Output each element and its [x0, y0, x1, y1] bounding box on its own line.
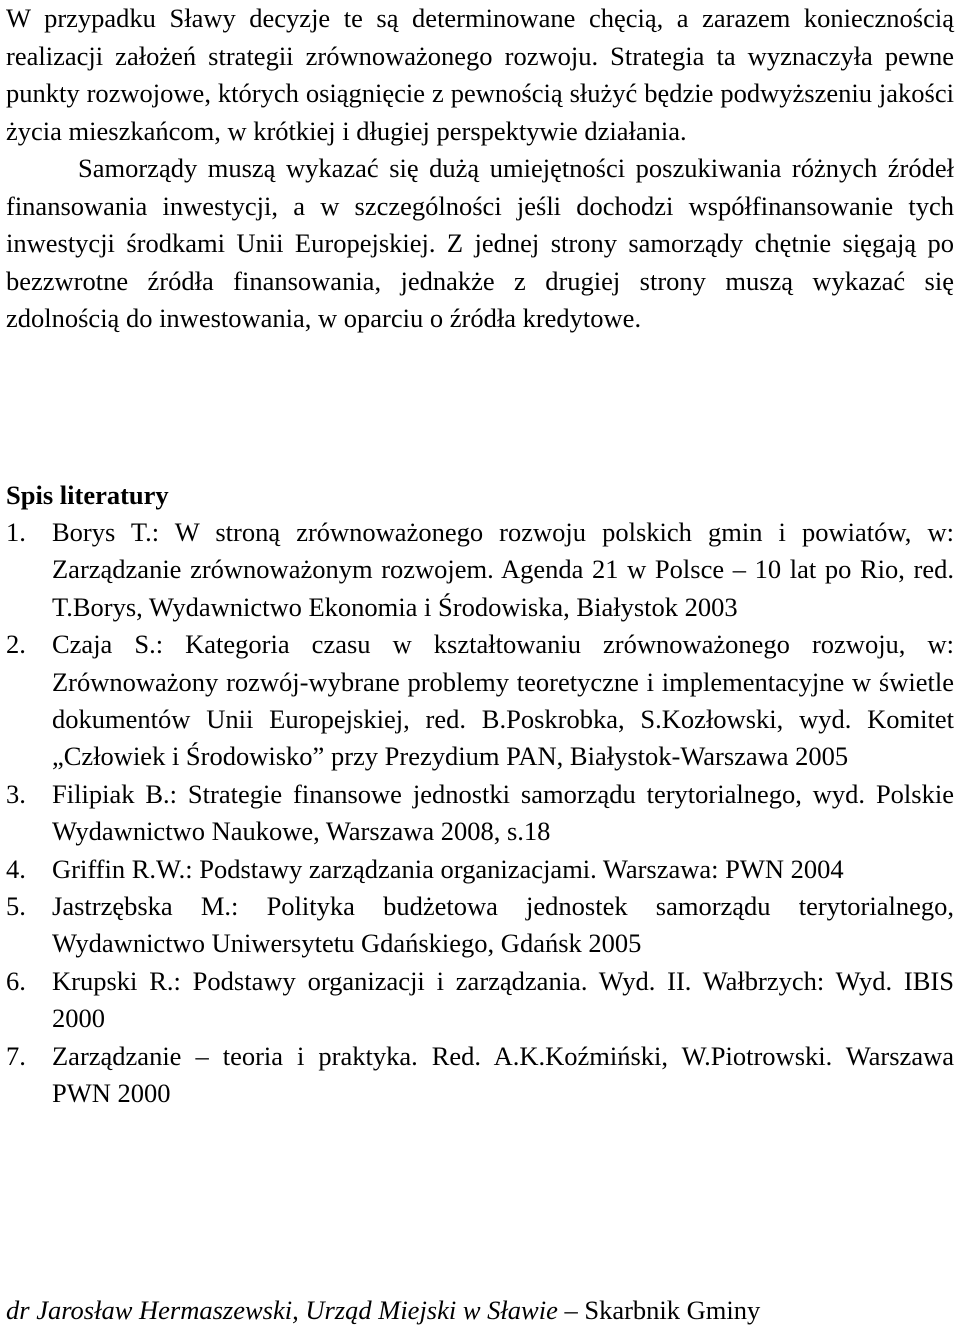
- bibliography-item: [6, 626, 954, 776]
- bibliography-item-number: 5.: [6, 891, 26, 922]
- bibliography-item: [6, 963, 954, 1038]
- author-name: dr Jarosław Hermaszewski, Urząd Miejski w Sławie: [6, 1295, 558, 1325]
- bibliography-item: [6, 776, 954, 851]
- author-separator: –: [557, 1295, 585, 1325]
- bibliography-item: [6, 851, 954, 888]
- bibliography-item-text: Krupski R.: Podstawy organizacji i zarządzania. Wyd. II. Wałbrzych: Wyd. IBIS 2000: [52, 965, 954, 1034]
- bibliography-item-number: 4.: [6, 853, 26, 884]
- bibliography-item: [6, 1038, 954, 1113]
- bibliography-item-number: 7.: [6, 1040, 26, 1071]
- bibliography-item-text: Borys T.: W stroną zrównoważonego rozwoju polskich gmin i powiatów, w: Zarządzanie zrównoważonym rozwojem. Agenda 21 w Polsce – 10 lat po Rio, red. T.Borys, Wydawnictwo Ekonomia i Środowiska, Białystok 2003: [52, 517, 954, 622]
- bibliography-heading: Spis literatury: [6, 480, 169, 510]
- bibliography-item: [6, 514, 954, 626]
- author-signature: [6, 1292, 760, 1330]
- bibliography-list: [6, 514, 954, 1113]
- document-body: [6, 0, 954, 338]
- paragraph-2: [6, 150, 954, 338]
- bibliography-item-number: 3.: [6, 778, 26, 809]
- bibliography-item-number: 1.: [6, 517, 26, 547]
- bibliography-item-text: Griffin R.W.: Podstawy zarządzania organizacjami. Warszawa: PWN 2004: [52, 853, 844, 884]
- paragraph-1: W przypadku Sławy decyzje te są determinowane chęcią, a zarazem koniecznością realizacji założeń strategii zrównoważonego rozwoju. Strategia ta wyznaczyła pewne punkty rozwojowe, których osiągnięcie z pewnością służyć będzie podwyższeniu jakości życia mieszkańcom, w krótkiej i długiej perspektywie działania.: [6, 3, 954, 146]
- bibliography-item-text: Zarządzanie – teoria i praktyka. Red. A.K.Koźmiński, W.Piotrowski. Warszawa PWN 2000: [52, 1040, 954, 1109]
- bibliography-item-number: 6.: [6, 965, 26, 996]
- paragraph-2-text: Samorządy muszą wykazać się dużą umiejętności poszukiwania różnych źródeł finansowania inwestycji, a w szczególności jeśli dochodzi współfinansowanie tych inwestycji środkami Unii Europejskiej. Z jednej strony samorządy chętnie sięgają po bezzwrotne źródła finansowania, jednakże z drugiej strony muszą wykazać się zdolnością do inwestowania, w oparciu o źródła kredytowe.: [6, 153, 954, 333]
- bibliography-item: [6, 888, 954, 963]
- bibliography-item-text: Filipiak B.: Strategie finansowe jednostki samorządu terytorialnego, wyd. Polskie Wydawnictwo Naukowe, Warszawa 2008, s.18: [52, 778, 954, 847]
- bibliography-item-text: Jastrzębska M.: Polityka budżetowa jednostek samorządu terytorialnego, Wydawnictwo Uniwersytetu Gdańskiego, Gdańsk 2005: [52, 891, 954, 959]
- author-role: Skarbnik Gminy: [584, 1295, 761, 1325]
- bibliography-item-text: Czaja S.: Kategoria czasu w kształtowaniu zrównoważonego rozwoju, w: Zrównoważony rozwój-wybrane problemy teoretyczne i implementacyjne w świetle dokumentów Unii Europejskiej, red. B.Poskrobka, S.Kozłowski, wyd. Komitet „Człowiek i Środowisko” przy Prezydium PAN, Białystok-Warszawa 2005: [52, 629, 954, 772]
- bibliography-item-number: 2.: [6, 629, 26, 660]
